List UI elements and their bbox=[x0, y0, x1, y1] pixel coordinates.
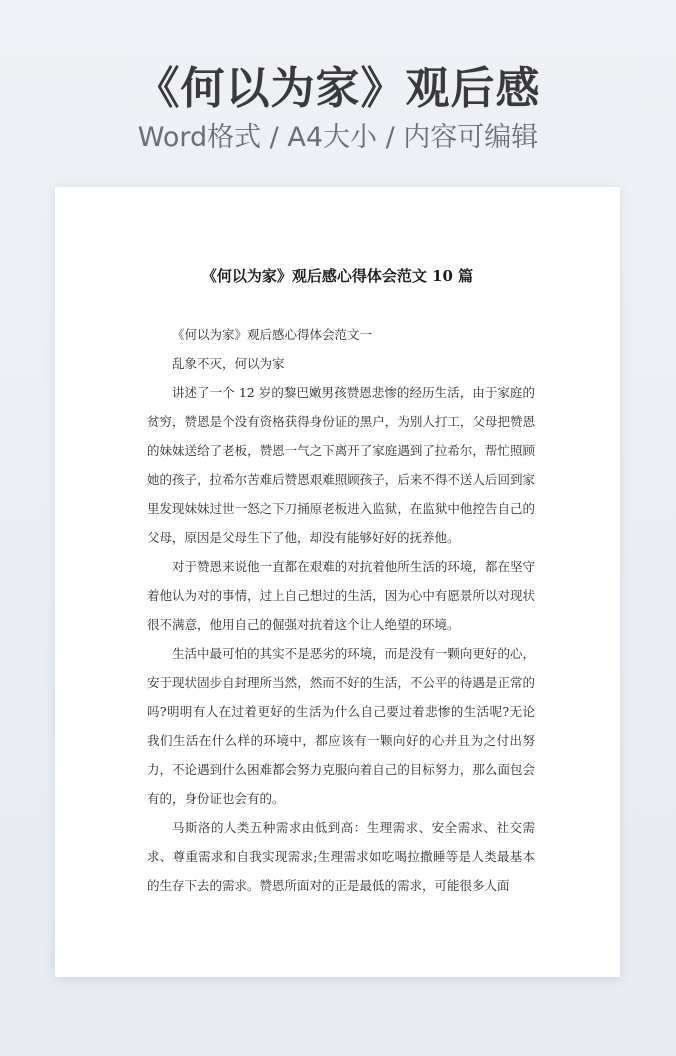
paragraph: 马斯洛的人类五种需求由低到高：生理需求、安全需求、社交需求、尊重需求和自我实现需求;生理需求如吃喝拉撒睡等是人类最基本的生存下去的需求。赞恩所面对的正是最低的需求，可能很多人面 bbox=[147, 820, 535, 893]
document-title: 《何以为家》观后感心得体会范文 10 篇 bbox=[201, 267, 474, 285]
paragraph: 讲述了一个 12 岁的黎巴嫩男孩赞恩悲惨的经历生活，由于家庭的贫穷，赞恩是个没有资格获得身份证的黑户，为别人打工，父母把赞恩的妹妹送给了老板，赞恩一气之下离开了家庭遇到了拉希尔，帮忙照顾她的孩子，拉希尔苦难后赞恩艰难照顾孩子，后来不得不送人后回到家里发现妹妹过世一怒之下刀捅原老板进入监狱，在监狱中他控告自己的父母，原因是父母生下了他，却没有能够好好的抚养他。 bbox=[147, 385, 535, 545]
paragraph: 生活中最可怕的其实不是恶劣的环境，而是没有一颗向更好的心，安于现状固步自封理所当然，然而不好的生活，不公平的待遇是正常的吗?明明有人在过着更好的生活为什么自己要过着悲惨的生活呢?无论我们生活在什么样的环境中，都应该有一颗向好的心并且为之付出努力，不论遇到什么困难都会努力克服向着自己的目标努力，那么面包会有的，身份证也会有的。 bbox=[147, 646, 535, 806]
banner bbox=[0, 60, 676, 156]
paragraph: 对于赞恩来说他一直都在艰难的对抗着他所生活的环境，都在坚守着他认为对的事情，过上自己想过的生活，因为心中有愿景所以对现状很不满意，他用自己的倔强对抗着这个让人绝望的环境。 bbox=[147, 559, 535, 632]
document-body bbox=[147, 320, 535, 900]
document-page bbox=[55, 187, 620, 977]
banner-subtitle: Word格式 / A4大小 / 内容可编辑 bbox=[137, 122, 539, 153]
paragraph: 《何以为家》观后感心得体会范文一 bbox=[172, 327, 373, 342]
paragraph: 乱象不灭，何以为家 bbox=[172, 356, 285, 371]
banner-title: 《何以为家》观后感 bbox=[135, 63, 541, 114]
